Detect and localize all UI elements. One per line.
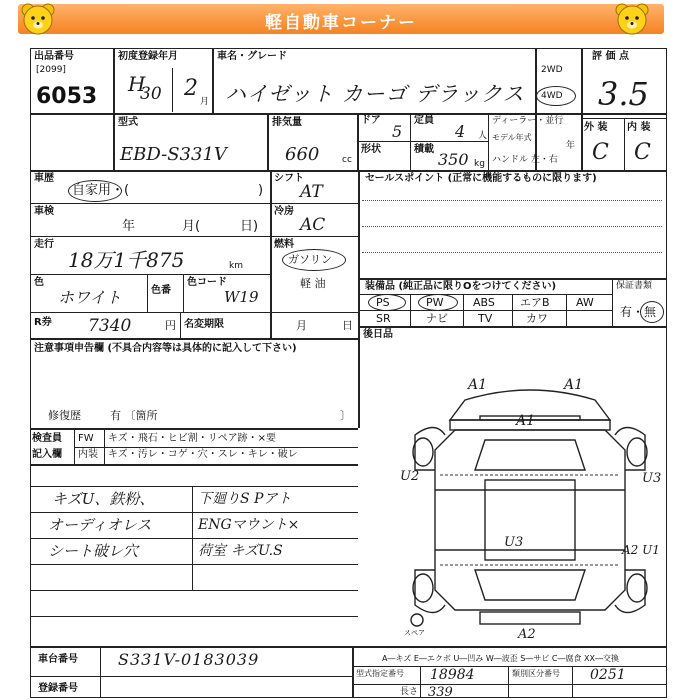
km-unit: km	[229, 261, 243, 271]
length-value: 339	[428, 685, 453, 700]
score-label: 評 価 点	[592, 51, 629, 62]
bear-icon	[18, 2, 58, 38]
type-label: 型式	[118, 117, 138, 128]
fuel-circle	[282, 249, 346, 271]
mark-a2-bottom: A2	[518, 627, 536, 642]
name-change-label: 名変期限	[184, 319, 224, 330]
mark-a2-right: A2 U1	[622, 543, 660, 557]
shaken-month: 月(	[182, 219, 201, 234]
note-left-1: キズU、鉄粉、	[52, 490, 155, 508]
bear-icon	[612, 2, 652, 38]
fw-items: キズ・飛石・ヒビ割・リペア跡・×要	[108, 433, 276, 444]
first-reg-label: 初度登録年月	[118, 51, 178, 62]
exterior-grade: C	[592, 140, 609, 165]
interior-label: 内 装	[627, 122, 651, 133]
use-label: 車歴	[34, 173, 54, 184]
handle-label: ハンドル 左・右	[492, 155, 558, 165]
equip-navi: ナビ	[426, 312, 448, 325]
right-rear-panel	[615, 570, 645, 613]
equip-ps: PS	[376, 296, 390, 309]
note-left-2: オーディオレス	[48, 516, 152, 534]
rear-window	[475, 570, 585, 600]
deadline-day: 日	[342, 319, 353, 332]
left-front-panel	[415, 428, 445, 471]
later-label: 後日品	[363, 329, 393, 340]
use-value: 自家用・(	[72, 183, 130, 198]
interior-grade: C	[634, 140, 651, 165]
note-right-3: 荷室 キズU.S	[198, 543, 283, 559]
rear-right-wheel	[627, 574, 647, 602]
fuel-gas: ガソリン	[288, 253, 332, 266]
cabin-roof	[485, 480, 575, 560]
note-left-3: シート破レ穴	[48, 542, 139, 560]
interior-items: キズ・汚レ・コゲ・穴・スレ・キレ・破レ	[108, 449, 298, 460]
color-value: ホワイト	[58, 288, 122, 307]
chassis-label: 車台番号	[38, 654, 78, 665]
month-unit: 月	[200, 97, 210, 107]
model-name: ハイゼット カーゴ デラックス	[225, 82, 525, 106]
repair-value: 有 〔箇所	[110, 409, 158, 422]
warranty-value: 有・無	[620, 305, 657, 319]
recycle-value: 7340	[88, 316, 132, 336]
yen-unit: 円	[165, 319, 176, 332]
recycle-label: R券	[34, 317, 52, 328]
equip-tv: TV	[478, 312, 493, 325]
inspector-label: 検査員	[32, 433, 62, 444]
cc-value: 660	[285, 144, 320, 165]
spare-label: スペア	[404, 629, 425, 637]
warranty-circle	[640, 301, 664, 323]
shaken-label: 車検	[34, 206, 54, 217]
drive-2wd: 2WD	[541, 65, 563, 75]
fuel-diesel: 軽 油	[300, 277, 326, 290]
equip-aw: AW	[576, 296, 594, 309]
lot-label: 出品番号	[34, 51, 74, 62]
equip-pw: PW	[426, 296, 444, 309]
front-right-wheel	[627, 438, 647, 466]
model-label: 車名・グレード	[217, 51, 287, 62]
cc-label: 排気量	[272, 117, 302, 128]
equip-sr: SR	[376, 312, 391, 325]
dealer-label: ディーラー・並行	[492, 116, 564, 126]
right-front-panel	[615, 428, 645, 471]
registration-label: 登録番号	[38, 683, 78, 694]
person-unit: 人	[478, 131, 488, 141]
chassis-value: S331V-0183039	[118, 650, 260, 669]
month-value: 2	[184, 76, 198, 101]
selling-label: セールスポイント (正常に機能するものに限ります)	[365, 173, 597, 184]
color-code-label: 色コード	[187, 277, 227, 288]
ac-value: AC	[300, 215, 326, 235]
capacity-label: 定員	[414, 115, 434, 126]
mileage-value: 18万1千875	[68, 248, 185, 272]
repair-label: 修復歴	[48, 409, 81, 422]
ac-label: 冷房	[274, 206, 294, 217]
windshield	[475, 440, 585, 470]
door-value: 5	[392, 122, 403, 141]
category-label: 類別区分番号	[512, 669, 560, 678]
use-close: )	[258, 183, 264, 198]
equip-abs: ABS	[473, 296, 495, 309]
equip-airbag: エアB	[520, 296, 550, 309]
drive-4wd: 4WD	[541, 91, 563, 101]
load-label: 積載	[414, 144, 434, 155]
shaken-year: 年	[122, 219, 136, 234]
fw-label: FW	[78, 433, 94, 444]
legend: A―キズ E―エクボ U―凹み W―波歪 S―サビ C―腐食 XX―交換	[382, 654, 620, 663]
use-circle	[68, 180, 122, 202]
left-rear-panel	[415, 570, 445, 613]
spare-tire	[411, 614, 423, 626]
note-right-2: ENGマウント×	[198, 517, 300, 533]
banner	[18, 4, 664, 34]
mark-a1-roof: A1	[516, 413, 536, 429]
year-value: 30	[140, 84, 162, 104]
repair-close: 〕	[340, 409, 351, 422]
warranty-label: 保証書類	[616, 281, 653, 291]
shift-label: シフト	[274, 173, 304, 184]
note-right-1: 下廻りS Pアト	[198, 491, 292, 507]
equipment-label: 装備品 (純正品に限りOをつけてください)	[365, 281, 557, 292]
model-year-label: モデル年式	[492, 133, 532, 142]
equip-leather: カワ	[526, 312, 548, 325]
mark-a1-right: A1	[564, 377, 584, 393]
score-value: 3.5	[598, 75, 649, 113]
notes-label: 注意事項申告欄 (不具合内容等は具体的に記入して下さい)	[34, 343, 297, 354]
mark-a1-left: A1	[468, 377, 488, 393]
load-value: 350	[438, 150, 469, 169]
lot-number: 6053	[36, 84, 98, 109]
dims-value: 18984	[430, 667, 475, 683]
cc-unit: cc	[342, 155, 352, 165]
equip-ps-circle	[368, 294, 406, 311]
capacity-value: 4	[455, 122, 466, 141]
length-label: 長さ	[400, 687, 419, 697]
type-value: EBD-S331V	[120, 144, 227, 165]
rear-bumper	[480, 612, 580, 624]
mark-u2-left: U2	[400, 469, 420, 484]
shift-value: AT	[300, 182, 323, 202]
category-value: 0251	[590, 667, 626, 683]
exterior-label: 外 装	[584, 122, 608, 133]
front-left-wheel	[413, 438, 433, 466]
body-outline	[435, 430, 625, 610]
deadline-month: 月	[296, 319, 307, 332]
banner-title: 軽自動車コーナー	[265, 13, 417, 33]
equip-pw-circle	[418, 294, 458, 311]
rear-left-wheel	[413, 574, 433, 602]
lot-sub: [2099]	[36, 65, 66, 75]
shaken-day: 日)	[240, 219, 259, 234]
entry-label: 記入欄	[32, 449, 62, 460]
era-value: H	[128, 72, 146, 96]
fuel-label: 燃料	[274, 239, 294, 250]
drive-4wd-circle	[536, 86, 576, 106]
color-code-value: W19	[224, 288, 259, 306]
mark-u3-right: U3	[642, 471, 662, 486]
color-label: 色	[34, 277, 44, 288]
interior-check-label: 内装	[78, 449, 98, 460]
mark-u3-center: U3	[504, 535, 524, 550]
color-no-label: 色番	[151, 285, 171, 296]
door-label: ドア	[361, 115, 381, 126]
kg-unit: kg	[474, 159, 485, 169]
body-label: 形状	[361, 144, 381, 155]
year-unit: 年	[566, 141, 576, 151]
mileage-label: 走行	[34, 239, 54, 250]
dims-label: 型式指定番号	[356, 669, 404, 678]
